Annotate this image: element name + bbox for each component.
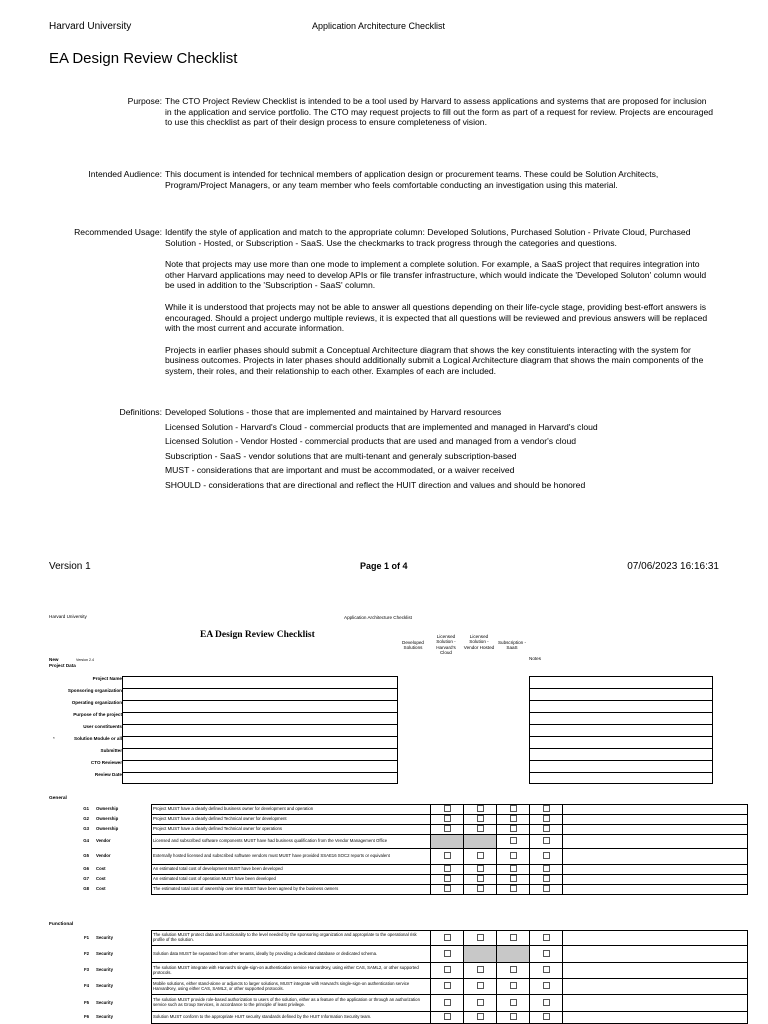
- group-label-functional: Functional: [49, 922, 74, 927]
- checkbox-cell[interactable]: [431, 884, 464, 894]
- checkbox[interactable]: [543, 805, 550, 812]
- functional-requirements-table: [62, 930, 748, 1024]
- requirement-id: G2: [83, 816, 89, 821]
- field-label: Purpose of the project: [73, 712, 122, 717]
- checkbox[interactable]: [510, 825, 517, 832]
- checkbox-cell[interactable]: [497, 963, 530, 979]
- field-label: Review Date: [94, 772, 122, 777]
- checkbox[interactable]: [543, 885, 550, 892]
- checkbox-cell[interactable]: [431, 848, 464, 864]
- notes-cell[interactable]: [530, 677, 712, 689]
- checkbox-cell[interactable]: [431, 805, 464, 815]
- footer-timestamp: 07/06/2023 16:16:31: [627, 561, 719, 572]
- checkbox[interactable]: [543, 815, 550, 822]
- checkbox[interactable]: [543, 837, 550, 844]
- checkbox[interactable]: [543, 966, 550, 973]
- checkbox[interactable]: [543, 875, 550, 882]
- checkbox-cell[interactable]: [530, 995, 563, 1012]
- usage-paragraph: While it is understood that projects may not be able to answer all questions depending on their life-cycle stage, providing best-effort answers is encouraged. Should a project undergo multiple reviews, it is expected that all questions will be reviewed and previous answers will be replaced with the most current and accurate information.: [165, 301, 708, 334]
- notes-cell[interactable]: [563, 931, 748, 946]
- requirement-category: Security: [96, 1014, 113, 1020]
- checkbox[interactable]: [543, 950, 550, 957]
- checkbox[interactable]: [543, 865, 550, 872]
- checkbox-cell[interactable]: [431, 946, 464, 963]
- project-data-notes[interactable]: [529, 676, 713, 784]
- requirement-id: G7: [83, 875, 89, 881]
- checkbox-cell[interactable]: [530, 864, 563, 874]
- col-header-licensed-vendor: Licensed Solution - Vendor Hosted: [463, 634, 495, 650]
- checkbox-cell[interactable]: [497, 931, 530, 946]
- definitions-list: [165, 405, 725, 493]
- requirement-row: [62, 884, 748, 894]
- requirement-row: [62, 979, 748, 995]
- col-header-subscription: Subscription - SaaS: [497, 640, 527, 651]
- requirement-id: G6: [83, 865, 89, 871]
- requirement-row: [62, 815, 748, 825]
- solution-module-input[interactable]: [123, 737, 397, 749]
- checkbox[interactable]: [510, 815, 517, 822]
- notes-cell[interactable]: [563, 946, 748, 963]
- checkbox[interactable]: [477, 852, 484, 859]
- usage-paragraph: Projects in earlier phases should submit a Conceptual Architecture diagram that shows the key constituients interacting with the system for business outcomes. Projects in later phases should additionally submit a Logical Architecture diagram that shows the main components of the system, their roles, and their relationship to each other. Examples of each are included.: [165, 344, 704, 376]
- checkbox-cell[interactable]: [497, 979, 530, 995]
- checkbox-cell: [464, 834, 497, 848]
- notes-cell[interactable]: [530, 713, 712, 725]
- checkbox-cell[interactable]: [497, 874, 530, 884]
- notes-cell[interactable]: [530, 773, 712, 785]
- notes-cell[interactable]: [563, 805, 748, 815]
- checkbox[interactable]: [510, 885, 517, 892]
- requirement-category: Cost: [96, 875, 106, 881]
- purpose-input[interactable]: [123, 713, 397, 725]
- requirement-row: [62, 848, 748, 864]
- requirement-text: Project MUST have a clearly defined Technical owner for operations: [152, 824, 431, 834]
- checkbox[interactable]: [444, 875, 451, 882]
- requirement-text: An estimated total cost of operation MUST have been developed: [152, 874, 431, 884]
- checkbox-cell[interactable]: [464, 848, 497, 864]
- project-data-label: Project Data: [49, 663, 76, 668]
- requirement-category: Security: [96, 934, 113, 940]
- checkbox[interactable]: [510, 852, 517, 859]
- checkbox[interactable]: [444, 934, 451, 941]
- checkbox[interactable]: [543, 1013, 550, 1020]
- requirement-row: [62, 834, 748, 848]
- requirement-text: The solution MUST provide role-based authorization to users of the solution, either as a feature of the application or through an authorization service such as Group Services, in accordance to the principle of least privilege.: [152, 995, 431, 1012]
- audience-body: [165, 169, 715, 201]
- notes-cell[interactable]: [563, 979, 748, 995]
- notes-cell[interactable]: [530, 689, 712, 701]
- required-asterisk: *: [53, 736, 55, 741]
- notes-cell[interactable]: [563, 884, 748, 894]
- field-label: User constituents: [83, 724, 122, 729]
- checkbox-cell[interactable]: [431, 931, 464, 946]
- page2-header-center: Application Architecture Checklist: [344, 615, 412, 620]
- checkbox-cell: [497, 946, 530, 963]
- requirement-text: Licensed and subscribed software components MUST have had business qualification from the Vendor Management Office: [152, 834, 431, 848]
- requirement-category: Security: [96, 999, 113, 1005]
- checkbox-cell[interactable]: [530, 815, 563, 825]
- checkbox-cell[interactable]: [431, 864, 464, 874]
- requirement-id: G1: [83, 806, 89, 812]
- usage-body: [165, 227, 715, 388]
- checkbox[interactable]: [543, 934, 550, 941]
- field-label: Submitter: [100, 748, 122, 753]
- checkbox[interactable]: [510, 982, 517, 989]
- requirement-row: [62, 874, 748, 884]
- checkbox-cell[interactable]: [497, 1012, 530, 1024]
- checkbox[interactable]: [444, 805, 451, 812]
- checkbox[interactable]: [477, 815, 484, 822]
- field-label: Sponsoring organization: [67, 688, 122, 693]
- requirement-row: [62, 1012, 748, 1024]
- definition-item: Licensed Solution - Vendor Hosted - commercial products that are used and managed from a vendor's cloud: [165, 436, 577, 447]
- checkbox-cell[interactable]: [497, 834, 530, 848]
- notes-cell[interactable]: [563, 963, 748, 979]
- checkbox-cell[interactable]: [497, 815, 530, 825]
- header-center: Application Architecture Checklist: [312, 21, 446, 31]
- checkbox[interactable]: [444, 852, 451, 859]
- col-header-notes: Notes: [529, 656, 542, 661]
- requirement-text: An estimated total cost of development MUST have been developed: [152, 864, 431, 874]
- checkbox-cell[interactable]: [464, 824, 497, 834]
- requirement-id: G8: [83, 885, 89, 891]
- notes-cell[interactable]: [530, 701, 712, 713]
- checkbox-cell[interactable]: [497, 884, 530, 894]
- purpose-label: Purpose:: [127, 96, 162, 106]
- requirement-row: [62, 805, 748, 815]
- checkbox-cell[interactable]: [431, 824, 464, 834]
- footer-version: Version 1: [49, 561, 91, 572]
- submitter-input[interactable]: [123, 749, 397, 761]
- requirement-id: F4: [83, 983, 89, 989]
- checkbox[interactable]: [444, 966, 451, 973]
- checkbox[interactable]: [477, 825, 484, 832]
- checkbox-cell[interactable]: [464, 874, 497, 884]
- sponsoring-organization-input[interactable]: [123, 689, 397, 701]
- notes-cell[interactable]: [530, 749, 712, 761]
- checkbox[interactable]: [477, 934, 484, 941]
- cto-reviewer-input[interactable]: [123, 761, 397, 773]
- purpose-body: [165, 96, 715, 139]
- checkbox[interactable]: [444, 885, 451, 892]
- requirement-text: Mobile solutions, either stand-alone or adjuncts to larger solutions, MUST integrate with Harvard's single-sign-on authentication service HarvardKey, using either CAS, SAML2, or other supported protocols.: [152, 979, 431, 995]
- checkbox-cell[interactable]: [431, 815, 464, 825]
- definition-item: Licensed Solution - Harvard's Cloud - commercial products that are implemented and managed in Harvard's cloud: [165, 421, 598, 432]
- checkbox[interactable]: [477, 885, 484, 892]
- checkbox-cell: [431, 834, 464, 848]
- requirement-category: Ownership: [96, 825, 119, 831]
- requirement-row: [62, 995, 748, 1012]
- checkbox-cell[interactable]: [464, 979, 497, 995]
- notes-cell[interactable]: [563, 815, 748, 825]
- field-label: Project Name: [92, 676, 122, 681]
- requirement-id: F3: [83, 967, 89, 973]
- checkbox-cell[interactable]: [530, 848, 563, 864]
- project-data-inputs[interactable]: [122, 676, 398, 784]
- requirement-row: [62, 946, 748, 963]
- requirement-row: [62, 864, 748, 874]
- usage-paragraph: Note that projects may use more than one mode to implement a complete solution. For example, a SaaS project that requires integration into other Harvard applications may need to develop APIs or file transfer infrastructure, which would indicate the 'Developed Soluton' column would be used in addition to the 'Subscription - SaaS' column.: [165, 259, 707, 291]
- checkbox[interactable]: [477, 966, 484, 973]
- checkbox-cell[interactable]: [464, 963, 497, 979]
- checkbox[interactable]: [510, 875, 517, 882]
- page-title: EA Design Review Checklist: [49, 50, 238, 67]
- audience-paragraph: This document is intended for technical members of application design or procurement teams. These could be Solution Architects, Program/Project Managers, or any team member who feels comfortable conducting an investigation using this material.: [165, 169, 659, 190]
- header-left: Harvard University: [49, 21, 132, 32]
- audience-label: Intended Audience:: [88, 169, 162, 179]
- checkbox[interactable]: [510, 805, 517, 812]
- version-label: Version 2.4: [76, 658, 94, 662]
- checkbox-cell[interactable]: [464, 864, 497, 874]
- requirement-id: G5: [83, 852, 89, 858]
- checkbox-cell[interactable]: [530, 946, 563, 963]
- checkbox-cell[interactable]: [464, 995, 497, 1012]
- field-label: CTO Reviewer: [90, 760, 122, 765]
- usage-label: Recommended Usage:: [74, 227, 162, 237]
- checkbox[interactable]: [444, 950, 451, 957]
- checkbox[interactable]: [477, 1013, 484, 1020]
- checkbox-cell[interactable]: [530, 963, 563, 979]
- checkbox-cell[interactable]: [431, 995, 464, 1012]
- checkbox-cell[interactable]: [497, 848, 530, 864]
- checkbox[interactable]: [510, 966, 517, 973]
- col-header-developed: Developed Solutions: [402, 640, 424, 651]
- checkbox[interactable]: [444, 815, 451, 822]
- checkbox-cell[interactable]: [530, 979, 563, 995]
- checkbox[interactable]: [477, 875, 484, 882]
- notes-cell[interactable]: [530, 725, 712, 737]
- checkbox[interactable]: [444, 982, 451, 989]
- checkbox-cell[interactable]: [464, 1012, 497, 1024]
- checkbox-cell[interactable]: [530, 1012, 563, 1024]
- checkbox[interactable]: [444, 1013, 451, 1020]
- checkbox-cell[interactable]: [530, 931, 563, 946]
- checkbox-cell[interactable]: [497, 805, 530, 815]
- checkbox-cell[interactable]: [497, 864, 530, 874]
- checkbox[interactable]: [477, 982, 484, 989]
- group-label-general: General: [49, 796, 67, 801]
- notes-cell[interactable]: [563, 824, 748, 834]
- requirement-category: Ownership: [96, 806, 119, 812]
- checkbox[interactable]: [543, 852, 550, 859]
- checkbox[interactable]: [477, 865, 484, 872]
- checkbox-cell[interactable]: [497, 995, 530, 1012]
- requirement-id: F6: [83, 1014, 89, 1020]
- notes-cell[interactable]: [530, 737, 712, 749]
- purpose-paragraph: The CTO Project Review Checklist is intended to be a tool used by Harvard to assess applications and systems that are proposed for inclusion in the application and service portfolio. The CTO may request projects to fill out the form as part of a request for review. Projects are encouraged to use this checklist as part of their design process to ensure completeness of vision.: [165, 96, 714, 128]
- definition-item: MUST - considerations that are important and must be accommodated, or a waiver received: [165, 465, 515, 476]
- checkbox-cell[interactable]: [530, 884, 563, 894]
- review-date-input[interactable]: [123, 773, 397, 785]
- requirement-text: Solution data MUST be separated from other tenants, ideally by providing a dedicated database or dedicated schema.: [152, 946, 431, 963]
- checkbox[interactable]: [510, 999, 517, 1006]
- requirement-row: [62, 931, 748, 946]
- notes-cell[interactable]: [563, 848, 748, 864]
- checkbox[interactable]: [543, 982, 550, 989]
- project-name-input[interactable]: [123, 677, 397, 689]
- footer-page-number: Page 1 of 4: [360, 561, 408, 571]
- requirement-category: Security: [96, 967, 113, 973]
- requirement-id: F2: [83, 950, 89, 956]
- requirement-id: G4: [83, 837, 89, 843]
- checkbox[interactable]: [477, 999, 484, 1006]
- notes-cell[interactable]: [563, 834, 748, 848]
- requirement-id: G3: [83, 825, 89, 831]
- checkbox-cell[interactable]: [464, 815, 497, 825]
- checkbox-cell[interactable]: [431, 874, 464, 884]
- checkbox[interactable]: [444, 825, 451, 832]
- general-requirements-table: [62, 804, 748, 895]
- requirement-text: The estimated total cost of ownership over time MUST have been agreed by the business owners: [152, 884, 431, 894]
- checkbox[interactable]: [510, 865, 517, 872]
- user-constituents-input[interactable]: [123, 725, 397, 737]
- requirement-id: F1: [83, 934, 89, 940]
- requirement-row: [62, 824, 748, 834]
- requirement-id: F5: [83, 999, 89, 1005]
- operating-organization-input[interactable]: [123, 701, 397, 713]
- requirement-row: [62, 963, 748, 979]
- checkbox-cell[interactable]: [530, 805, 563, 815]
- notes-cell[interactable]: [530, 761, 712, 773]
- checkbox-cell[interactable]: [530, 834, 563, 848]
- definitions-label: Definitions:: [119, 407, 162, 417]
- checkbox-cell[interactable]: [431, 963, 464, 979]
- notes-cell[interactable]: [563, 864, 748, 874]
- checkbox-cell[interactable]: [464, 805, 497, 815]
- requirement-category: Vendor: [96, 837, 111, 843]
- checkbox-cell[interactable]: [431, 979, 464, 995]
- checkbox-cell[interactable]: [530, 874, 563, 884]
- definition-item: SHOULD - considerations that are directional and reflect the HUIT direction and values and should be honored: [165, 479, 586, 490]
- requirement-text: Project MUST have a clearly defined Technical owner for development: [152, 815, 431, 825]
- checkbox-cell[interactable]: [464, 884, 497, 894]
- requirement-category: Cost: [96, 885, 106, 891]
- requirement-category: Security: [96, 950, 113, 956]
- page2-title: EA Design Review Checklist: [200, 630, 315, 640]
- checkbox[interactable]: [510, 1013, 517, 1020]
- requirement-text: The solution MUST protect data and functionality to the level needed by the sponsoring organization and appropriate to the operational risk profile of the solution.: [152, 931, 431, 946]
- field-label: Operating organization: [71, 700, 122, 705]
- checkbox-cell[interactable]: [431, 1012, 464, 1024]
- new-label: New: [49, 657, 59, 662]
- field-label: Solution Module or all: [74, 736, 122, 741]
- checkbox[interactable]: [477, 805, 484, 812]
- checkbox[interactable]: [444, 999, 451, 1006]
- checkbox[interactable]: [510, 934, 517, 941]
- definition-item: Subscription - SaaS - vendor solutions that are multi-tenant and generaly subscription-based: [165, 450, 517, 461]
- usage-paragraph: Identify the style of application and match to the appropriate column: Developed Solutions, Purchased Solution - Private Cloud, Purchased Solution - Hosted, or Subscription - SaaS. Use the checkmarks to track progress through the categories and questions.: [165, 227, 691, 248]
- requirement-text: Project MUST have a clearly defined business owner for development and operation: [152, 805, 431, 815]
- requirement-text: Externally hosted licensed and subscribed software vendors must MUST have provided SSAE16 SOC2 reports or equivalent: [152, 848, 431, 864]
- page2-header-left: Harvard University: [49, 614, 87, 619]
- requirement-text: Solution MUST conform to the appropriate HUIT security standards defined by the HUIT Information Security team.: [152, 1012, 431, 1024]
- requirement-category: Ownership: [96, 816, 119, 821]
- requirement-category: Cost: [96, 865, 106, 871]
- definition-item: Developed Solutions - those that are implemented and maintained by Harvard resources: [165, 407, 502, 417]
- checkbox[interactable]: [510, 837, 517, 844]
- requirement-category: Vendor: [96, 852, 111, 858]
- notes-cell[interactable]: [563, 1012, 748, 1024]
- checkbox[interactable]: [444, 865, 451, 872]
- notes-cell[interactable]: [563, 874, 748, 884]
- notes-cell[interactable]: [563, 995, 748, 1012]
- checkbox-cell[interactable]: [497, 824, 530, 834]
- checkbox[interactable]: [543, 825, 550, 832]
- requirement-text: The solution MUST integrate with Harvard's single-sign-on authentication service HarvardKey, using either CAS, SAML2, or other supported protocols.: [152, 963, 431, 979]
- checkbox-cell[interactable]: [464, 931, 497, 946]
- requirement-category: Security: [96, 983, 113, 989]
- checkbox-cell[interactable]: [530, 824, 563, 834]
- checkbox[interactable]: [543, 999, 550, 1006]
- checkbox-cell: [464, 946, 497, 963]
- col-header-licensed-cloud: Licensed Solution - Harvard's Cloud: [436, 634, 456, 656]
